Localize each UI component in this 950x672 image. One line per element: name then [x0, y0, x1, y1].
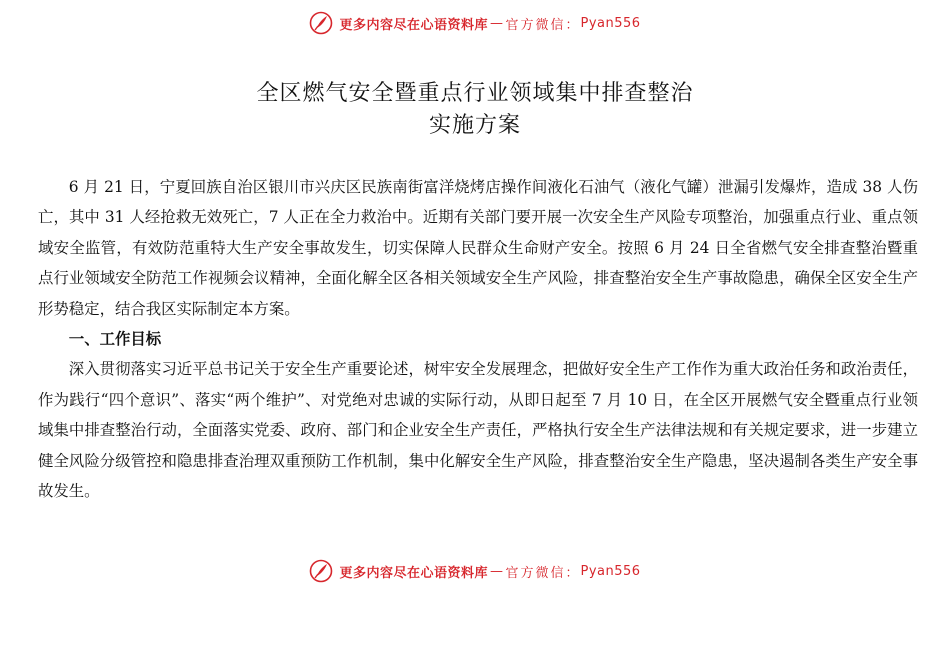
title-line-2: 实施方案 [428, 113, 521, 138]
banner-wechat-label: 官方微信： [505, 565, 581, 581]
title-line-1: 全区燃气安全暨重点行业领域集中排查整治 [256, 81, 694, 106]
quill-logo-icon [309, 11, 333, 35]
goals-paragraph: 深入贯彻落实习近平总书记关于安全生产重要论述，树牢安全发展理念，把做好安全生产工作作为重大政治任务和政治责任，作为践行“四个意识”、落实“两个维护”、对党绝对忠诚的实际行动，从即日起至 7 月 10 日，在全区开展燃气安全暨重点行业领域集中排查整治行动，全面落实党委、政府、部门和企业安全生产责任，严格执行安全生产法律法规和有关规定要求，进一步建立健全风险分级管控和隐患排查治理双重预防工作机制，集中化解安全生产风险，排查整治安全生产隐患，坚决遏制各类生产安全事故发生。 [38, 360, 918, 501]
banner-dash: — [489, 563, 504, 579]
footer-banner [0, 556, 950, 586]
banner-wechat-id: Pyan556 [580, 15, 641, 31]
banner-dash: — [489, 15, 504, 31]
banner-wechat-label: 官方微信： [505, 17, 581, 33]
section-heading-goals: 一、工作目标 [68, 330, 162, 349]
header-banner [0, 8, 950, 38]
banner-brand-text: 更多内容尽在心语资料库 [339, 565, 488, 581]
quill-logo-icon [309, 559, 333, 583]
document-body [38, 172, 918, 506]
banner-wechat-id: Pyan556 [580, 563, 641, 579]
banner-brand-text: 更多内容尽在心语资料库 [339, 17, 488, 33]
document-title [0, 78, 950, 142]
intro-paragraph: 6 月 21 日，宁夏回族自治区银川市兴庆区民族南街富洋烧烤店操作间液化石油气（液化气罐）泄漏引发爆炸，造成 38 人伤亡，其中 31 人经抢救无效死亡，7 人正在全力救治中。近期有关部门要开展一次安全生产风险专项整治，加强重点行业、重点领域安全监管，有效防范重特大生产安全事故发生，切实保障人民群众生命财产安全。按照 6 月 24 日全省燃气安全排查整治暨重点行业领域安全防范工作视频会议精神，全面化解全区各相关领域安全生产风险，排查整治安全生产事故隐患，确保全区安全生产形势稳定，结合我区实际制定本方案。 [38, 178, 918, 318]
